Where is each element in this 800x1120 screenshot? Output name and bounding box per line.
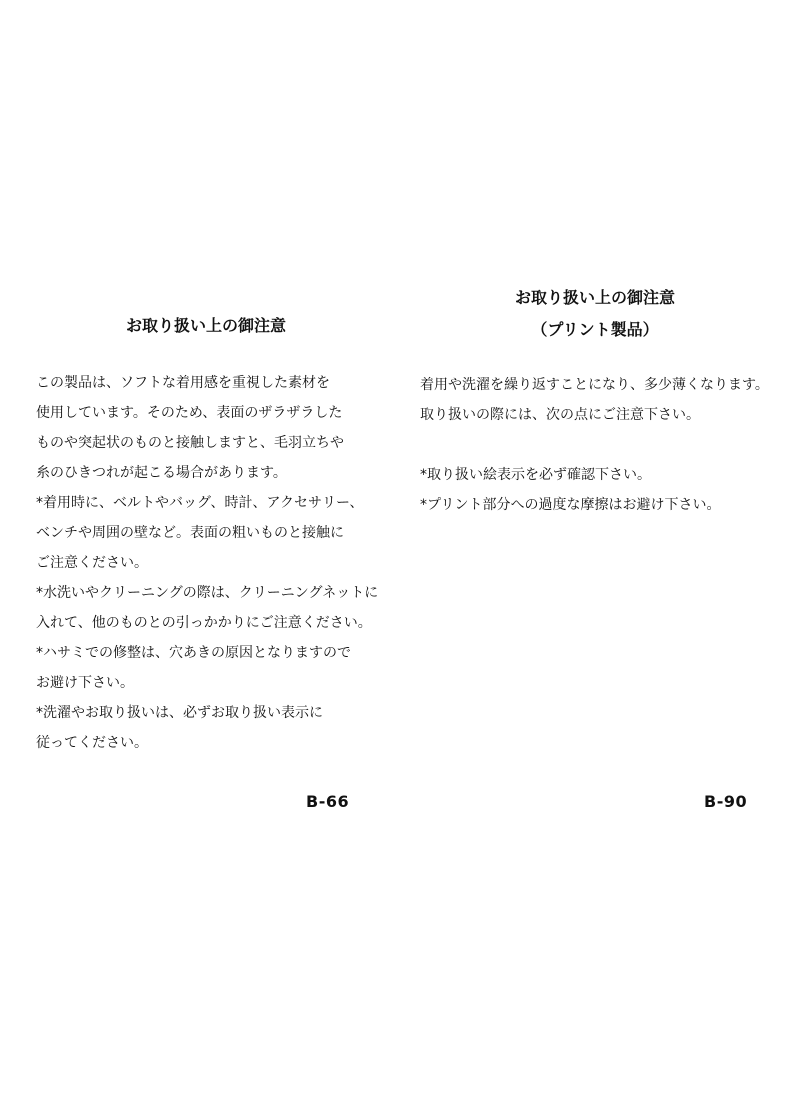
right-subtitle: （プリント製品）: [531, 320, 659, 339]
body-line: ものや突起状のものと接触しますと、毛羽立ちや: [36, 435, 344, 451]
left-body: [36, 368, 378, 758]
body-line: *着用時に、ベルトやバッグ、時計、アクセサリー、: [36, 495, 364, 511]
body-line: 使用しています。そのため、表面のザラザラした: [36, 405, 343, 421]
body-line: 糸のひきつれが起こる場合があります。: [36, 465, 287, 481]
body-line: 着用や洗濯を繰り返すことになり、多少薄くなります。: [420, 377, 769, 393]
body-line: 従ってください。: [36, 735, 148, 751]
body-line: *ハサミでの修整は、穴あきの原因となりますので: [36, 645, 351, 661]
body-line: *水洗いやクリーニングの際は、クリーニングネットに: [36, 585, 379, 601]
body-line: お避け下さい。: [36, 675, 134, 691]
right-body: [420, 370, 769, 520]
body-line: 入れて、他のものとの引っかかりにご注意ください。: [36, 615, 372, 631]
page-number-right: B-90: [704, 792, 748, 811]
body-line: 取り扱いの際には、次の点にご注意下さい。: [420, 407, 700, 423]
left-title: お取り扱い上の御注意: [125, 316, 286, 335]
body-line: *取り扱い絵表示を必ず確認下さい。: [420, 467, 651, 483]
body-line: *洗濯やお取り扱いは、必ずお取り扱い表示に: [36, 705, 323, 721]
body-line: ご注意ください。: [36, 555, 148, 571]
body-line: ベンチや周囲の壁など。表面の粗いものと接触に: [36, 525, 344, 541]
body-line: *プリント部分への過度な摩擦はお避け下さい。: [420, 497, 721, 513]
blank-line: [420, 430, 769, 460]
body-line: この製品は、ソフトな着用感を重視した素材を: [36, 375, 330, 391]
right-title: お取り扱い上の御注意: [514, 288, 675, 307]
page-number-left: B-66: [306, 792, 350, 811]
